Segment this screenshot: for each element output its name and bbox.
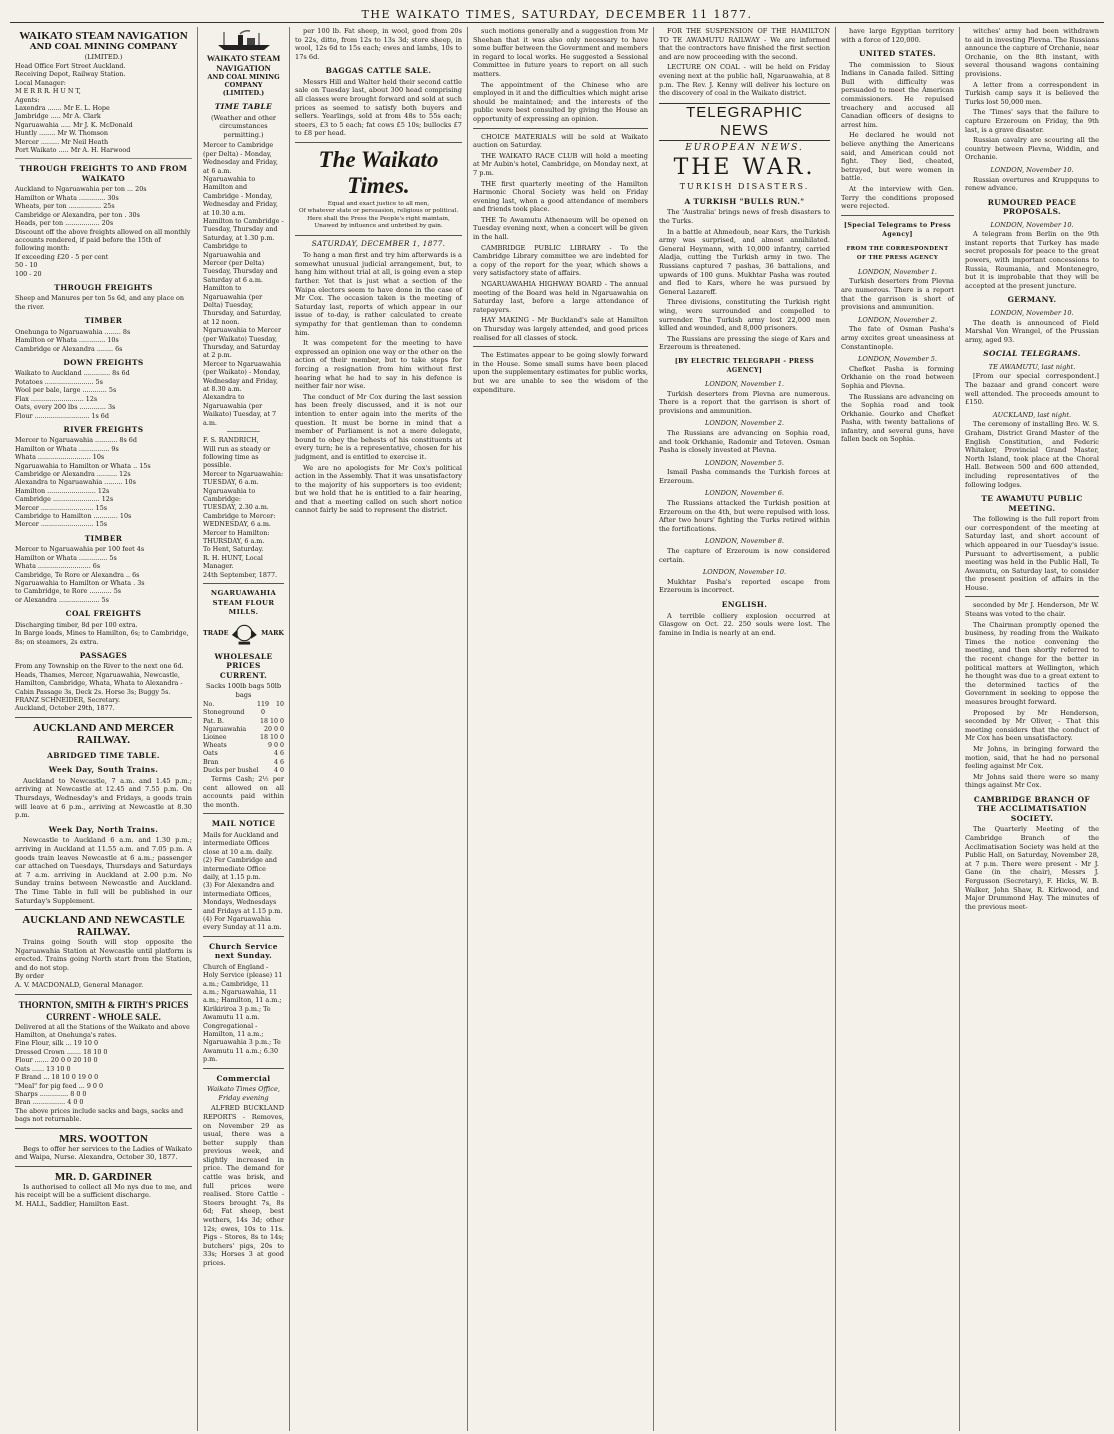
paragraph: Is authorised to collect all Mo nys due to me, and his receipt will be a sufficient discharge. M. HALL, Saddler, Hamilton East. <box>15 1182 192 1208</box>
paragraph: (Weather and other circumstances permitting.) <box>210 113 277 139</box>
ad-title: THORNTON, SMITH & FIRTH'S PRICES CURRENT - WHOLE SALE. <box>18 999 189 1022</box>
section-heading: [BY ELECTRIC TELEGRAPH - PRESS AGENCY] <box>674 357 815 375</box>
section-heading: UNITED STATES. <box>859 49 936 59</box>
dispatch-text: Russian overtures and Kruppquns to renew advance. <box>965 175 1099 193</box>
leader-paragraph: The conduct of Mr Cox during the last session has been freely discussed, and it is not our intention to enter again into the merits of the question. It must be borne in mind that a member of Parliament is not a mere delegate, bound to obey the behests of his constituents at every turn; he is a representative, chosen for his judgment, and is entitled to exercise it. <box>295 392 462 461</box>
leader-paragraph: We are no apologists for Mr Cox's political action in the Assembly. That it was unsatisfactory to the majority of his supporters is too evident; but we hold that he is entitled to a fair hearing, and that a meeting called on such short notice cannot fairly be said to represent the district. <box>295 463 462 515</box>
dispatch-dateline: LONDON, November 1. <box>704 379 785 388</box>
paragraph: The appointment of the Chinese who are employed in it and the difficulties which might arise should be maintained; and the interests of the public were best consulted by giving the House an opportunity of expressing an opinion. <box>473 80 648 123</box>
trade-mark-crest <box>203 621 284 647</box>
dispatch-text: The ceremony of installing Bro. W. S. Graham, District Grand Master of the English Constitution, and Federic Whitaker, Provincial Grand Master, North Island, took place at the Choral Hall. Between 500 and 600 attended, including representatives of the following lodges. <box>965 420 1099 489</box>
price-item-name: Bran <box>203 758 219 766</box>
dispatch-dateline: LONDON, November 2. <box>704 419 785 428</box>
divider <box>841 215 954 216</box>
section-heading: WHOLESALE PRICES CURRENT. <box>214 651 273 680</box>
section-heading: TE AWAMUTU PUBLIC MEETING. <box>981 494 1083 513</box>
divider <box>203 583 284 584</box>
section-heading: RUMOURED PEACE PROPOSALS. <box>987 197 1077 217</box>
section-heading: MAIL NOTICE <box>211 819 276 829</box>
paragraph: Waikato Times Office, Friday evening <box>207 1085 280 1102</box>
section-heading: ENGLISH. <box>721 600 768 609</box>
paragraph: At the interview with Gen. Terry the conditions proposed were rejected. <box>841 185 954 211</box>
section-heading: THROUGH FREIGHTS <box>54 282 153 292</box>
price-item-name: Wheats <box>203 742 227 750</box>
section-heading: COAL FREIGHTS <box>65 609 142 619</box>
european-news-heading: EUROPEAN NEWS. <box>685 142 804 153</box>
price-item-value: 4 6 <box>273 758 284 766</box>
dispatch-text: The capture of Erzeroum is now considered certain. <box>659 547 830 564</box>
section-heading: Church Service next Sunday. <box>209 941 278 961</box>
newspaper-banner: The Waikato Times. <box>318 147 439 199</box>
section-heading: GERMANY. <box>1007 295 1057 305</box>
crest-icon <box>228 621 261 647</box>
divider <box>203 936 284 937</box>
divider <box>227 431 259 432</box>
column-4 <box>468 27 654 1431</box>
section-heading: Week Day, South Trains. <box>48 765 159 775</box>
paragraph: Mr Johns, in bringing forward the motion, said, that he had no personal feeling against Mr Cox. <box>965 744 1099 771</box>
ad-body: Delivered at all the Stations of the Waikato and above Hamilton, at Onehunga's rates. Fine Flour, silk ... 19 10 0 Dressed Crown ....... 18 10 0 Flour ....... 20 0 0 20 10 0 Oats ...... 13 10 0 F Brand ... 18 10 0 19 0 0 "Meal" for pig feed ... 9 0 0 Sharps .............. 8 0 0 Bran ................ 4 0 0 The above prices include sacks and bags, sacks and bags not returnable. <box>15 1022 190 1124</box>
ad-title: AUCKLAND AND MERCER RAILWAY. <box>32 721 175 746</box>
section-heading: PASSAGES <box>79 650 128 660</box>
the-war-heading: THE WAR. <box>673 155 816 181</box>
ad-title: MR. D. GARDINER <box>54 1170 153 1183</box>
paragraph: Mr Johns said there were so many things against Mr Cox. <box>965 772 1099 790</box>
price-row <box>203 759 284 767</box>
dispatch-text: The Russians are advancing on the Sophia road and took Orkhanie. Gourko and Chefket Pasha, with twenty battalions of infantry, and several guns, have fallen back on Sophia. <box>841 392 954 444</box>
paragraph: The Quarterly Meeting of the Cambridge Branch of the Acclimatisation Society was held at the Public Hall, on Saturday, November 28, at 7 p.m. There were present - Mr J. Gane (in the chair), Messrs J. Fergusson (Secretary), F. Hicks, W. B. Walker, John Shaw, R. Kirkwood, and Major Drummond Hay. The minutes of the previous meet- <box>965 825 1099 911</box>
section-heading: NGARUAWAHIA STEAM FLOUR MILLS. <box>210 589 277 616</box>
mail-body: Mails for Auckland and intermediate Offices close at 10 a.m. daily. (2) Fer Cambridge and intermediate Office daily, at 1.15 p.m. (3) For Alexandra and intermediate Offices, Mondays, Wednesdays and Fridays at 1.15 p.m. (4) For Ngaruawahia every Sunday at 11 a.m. <box>203 830 283 932</box>
price-row <box>203 726 284 734</box>
price-row <box>203 767 284 775</box>
price-item-value: 9 0 0 <box>267 742 284 750</box>
news-item: Russian cavalry are scouring all the country between Plevna, Widdin, and Orchanie. <box>965 136 1099 162</box>
masthead: THE WAIKATO TIMES, SATURDAY, DECEMBER 11 1877. <box>10 8 1104 23</box>
through-body: Sheep and Manures per ton 5s 6d, and any place on the river. <box>15 294 184 311</box>
news-item: THE WAIKATO RACE CLUB will hold a meeting at Mr Aubin's hotel, Cambridge, on Monday next, at 7 p.m. <box>473 151 648 177</box>
dispatch-dateline: LONDON, November 10. <box>990 308 1074 317</box>
paragraph: have large Egyptian territory with a force of 120,000. <box>841 27 954 44</box>
divider <box>295 142 462 143</box>
price-row <box>203 734 284 742</box>
news-item: CHOICE MATERIALS will be sold at Waikato auction on Saturday. <box>473 132 648 150</box>
paragraph: LECTURE ON COAL - will be held on Friday evening next at the public hall, Ngaruawahia, at 8 p.m. The Rev. J. Kenny will deliver his lecture on the discovery of coal in the Waikato district. <box>659 63 830 98</box>
section-heading: DOWN FREIGHTS <box>63 357 144 367</box>
section-heading: BAGGAS CATTLE SALE. <box>325 66 432 76</box>
section-heading: TIMBER <box>84 533 123 543</box>
price-row <box>203 701 284 717</box>
turkish-disasters-heading: TURKISH DISASTERS. <box>679 182 810 192</box>
price-list <box>203 701 284 775</box>
section-heading: ABRIDGED TIME TABLE. <box>47 750 160 760</box>
divider <box>15 994 192 995</box>
paragraph: witches' army had been withdrawn to aid in investing Plevna. The Russians announce the capture of Orchanie, near Orchanie, on the 8th instant, with several thousand wagons containing provisions. <box>965 27 1099 78</box>
paragraph: A terrible colliery explosion occurred at Glasgow on Oct. 22. 250 souls were lost. The famine in India is nearly at an end. <box>659 611 830 637</box>
section-heading: TIME TABLE <box>214 102 273 111</box>
section-heading: [Special Telegrams to Press Agency] <box>844 221 951 239</box>
price-item-value: 18 10 0 <box>259 717 284 725</box>
dispatch-text: [From our special correspondent.] The bazaar and grand concert were well attended. The proceeds amount to £150. <box>965 372 1099 407</box>
price-item-value: 19 10 0 <box>260 701 284 717</box>
dispatch-dateline: LONDON, November 1. <box>857 267 938 276</box>
dispatch-dateline: LONDON, November 8. <box>704 537 785 546</box>
dispatch-text: Chefket Pasha is forming Orkhanie on the road between Sophia and Plevna. <box>841 364 954 390</box>
section-heading: SOCIAL TELEGRAMS. <box>983 349 1081 359</box>
dispatch-dateline: AUCKLAND, last night. <box>992 410 1072 419</box>
freights-body: Auckland to Ngaruawahia per ton ... 20s Hamilton or Whata ............. 30s Wheats, per ton ................ 25s Cambridge or Alexandra, per ton . 30s Heads, per ton ................. 20s Discount off the above freights allowed on all monthly accounts rendered, if paid before the 15th of following month: If exceeding £20 - 5 per cent 50 - 10 100 - 20 <box>15 185 191 278</box>
timber2-body: Mercer to Ngaruawahia per 100 feet 4s Hamilton or Whata .............. 5s Whata .......................... 6s Cambridge, Te Rore or Alexandra .. 6s Ngaruawahia to Hamilton or Whata . 3s to Cambridge, te Rore ........... 5s or Alexandra .................... 5s <box>15 545 145 604</box>
dispatch-text: The Russians are advancing on Sophia road, and took Orkhanie, Radomir and Teteven. Osman Pasha is closely invested at Plevna. <box>659 428 830 455</box>
column-2 <box>198 27 290 1431</box>
ad-title: WAIKATO STEAM NAVIGATION <box>206 53 281 73</box>
price-item-value: 18 10 0 <box>259 734 284 741</box>
timetable-body: Mercer to Cambridge (per Delta) - Monday, Wednesday and Friday, at 6 a.m. Ngaruawahia to Hamilton and Cambridge - Monday, Wednesday and Friday, at 10.30 a.m. Hamilton to Cambridge - Tuesday, Thursday and Saturday, at 1.30 p.m. Cambridge to Ngaruawahia and Mercer (per Delta) Tuesday, Thursday and Saturday at 6 a.m. Hamilton to Ngaruawahia (per Delta) Tuesday, Thursday, and Saturday, at 12 noon. Ngaruawahia to Mercer (per Waikato) Tuesday, Thursday, and Saturday at 2 p.m. Mercer to Ngaruawahia (per Waikato) - Monday, Wednesday and Friday, at 8.30 a.m. Alexandra to Ngaruawahia (per Waikato) Tuesday, at 7 a.m. <box>203 141 284 427</box>
paragraph: Proposed by Mr Henderson, seconded by Mr Oliver, - That this meeting considers that the conduct of Mr Cox has been unsatisfactory. <box>965 708 1099 743</box>
mark-label: MARK <box>261 629 284 638</box>
timetable-footer: F. S. RANDRICH, Will run as steady or following time as possible. Mercer to Ngaruawahia: TUESDAY, 6 a.m. Ngaruawahia to Cambridge: TUESDAY, 2.30 a.m. Cambridge to Mercer: WEDNESDAY, 6 a.m. Mercer to Hamilton: THURSDAY, 6 a.m. To Hent, Saturday. R. H. HUNT, Local Manager. 24th September, 1877. <box>203 436 284 579</box>
price-item-value: 20 0 0 <box>263 725 284 733</box>
paragraph: The Estimates appear to be going slowly forward in the House. Some small sums have been placed upon the supplementary estimates for public works, but we are unable to see the wisdom of the expenditure. <box>473 351 648 394</box>
coal-body: Discharging timber, 8d per 100 extra. In Barge loads, Mines to Hamilton, 6s; to Cambridge, 8s; on steamers, 2s extra. <box>15 620 189 646</box>
paragraph: Terms Cash; 2½ per cent allowed on all accounts paid within the month. <box>203 775 284 809</box>
leader-paragraph: It was competent for the meeting to have expressed an opinion one way or the other on the action of their member, but to take steps for forcing a resignation from him without first hearing what he had to say in his defence is neither fair nor wise. <box>295 339 462 391</box>
paragraph: The Russians are pressing the siege of Kars and Erzeroum is threatened. <box>659 334 830 352</box>
news-item: CAMBRIDGE PUBLIC LIBRARY - To the Cambridge Library committee we are indebted for a copy of the report for the year, which shows a very satisfactory state of affairs. <box>473 243 648 278</box>
paragraph: Newcastle to Auckland 6 a.m. and 1.30 p.m.; arriving in Auckland at 11.55 a.m. and 7.05 p.m. A goods train leaves Newcastle at 6 a.m.; passenger car attached on Tuesdays, Thursdays and Saturdays at 7 a.m. arriving in Auckland at 2.00 p.m. No Sunday trains between Newcastle and Auckland. The Time Table in full will be published in our Saturday's Supplement. <box>15 836 192 905</box>
divider <box>473 346 648 347</box>
issue-date: SATURDAY, DECEMBER 1, 1877. <box>311 238 446 248</box>
divider <box>295 235 462 236</box>
section-heading: A TURKISH "BULLS RUN." <box>684 196 805 206</box>
telegraphic-news-heading: TELEGRAPHIC NEWS <box>659 103 830 141</box>
dispatch-text: The fate of Osman Pasha's army excites great uneasiness at Constantinople. <box>841 325 954 351</box>
dispatch-dateline: LONDON, November 10. <box>990 220 1074 229</box>
section-heading: Commercial <box>216 1073 271 1083</box>
price-row <box>203 718 284 726</box>
passages-body: From any Township on the River to the next one 6d. Heads, Thames, Mercer, Ngaruawahia, Newcastle, Hamilton, Cambridge, Whata, Whata to Alexandra - Cabin Passage 3s, Deck 2s. Horse 3s; Buggy 5s. FRANZ SCHNEIDER, Secretary. Auckland, October 29th, 1877. <box>15 662 184 713</box>
paragraph: ALFRED BUCKLAND REPORTS - Removes, on November 29 as usual, there was a better supply than previous week, and slightly increased in price. The demand for cattle was brisk, and full prices were realised. Store Cattle - Steers brought 7s, 8s 6d; Fat sheep, best wethers, 14s 3d; other 12s; ewes, 10s to 11s. Pigs - Stores, 8s to 14s; butchers' pigs, 20s to 33s; Horses 3 at good prices. <box>203 1104 284 1268</box>
column-3 <box>290 27 468 1431</box>
divider <box>15 1166 192 1167</box>
price-item-name: Lioinee <box>203 734 227 741</box>
news-item: The 'Times' says that the failure to capture Erzeroum on Friday, the 9th last, is a grave disaster. <box>965 108 1099 134</box>
column-1 <box>10 27 198 1431</box>
motto: Equal and exact justice to all men, Of whatever state or persuasion, religious or political. Here shall the Press the People's right maintain, Unawed by influence and unbribed by gain. <box>298 201 459 230</box>
dispatch-dateline: LONDON, November 10. <box>702 568 787 577</box>
section-heading: RIVER FREIGHTS <box>63 424 144 434</box>
price-item-name: Ducks per bushel <box>203 766 259 774</box>
price-row <box>203 742 284 750</box>
column-6 <box>836 27 960 1431</box>
paragraph: such motions generally and a suggestion from Mr Sheehan that it was also only necessary to have some buffer between the Government and members in regard to local works. He suggested a Sessional Committee in future years to report on all such matters. <box>473 27 648 78</box>
paragraph: The commission to Sioux Indians in Canada failed. Sitting Bull with difficulty was persuaded to meet the American commissioners. He repulsed treachery and accused all Canadian officers of designs to arrest him. <box>841 60 954 129</box>
dispatch-text: The Russians attacked the Turkish position at Erzeroum on the 4th, but were repulsed with loss. After two hours' fighting the Turks retired within the fortifications. <box>659 499 830 533</box>
news-item: HAY MAKING - Mr Buckland's sale at Hamilton on Thursday was largely attended, and good prices realised for all classes of stock. <box>473 316 648 342</box>
paragraph: The Chairman promptly opened the business, by reading from the Waikato Times the notice convening the meeting, and then shortly referred to the recent change for the better in political matters at Wellington, which he thought was due to a great extent to the determined tactics of the Government in seeking to oppose the measures brought forward. <box>965 620 1099 706</box>
paragraph: In a battle at Ahmedoub, near Kars, the Turkish army was surprised, and almost annihilated. General Heymann, with 10,000 infantry, carried Aladja, cutting the Turkish army in two. The Russians captured 7 pashas, 36 battalions, and upwards of 100 guns. Mukhtar Pasha was routed and fled to Kars, where he was pursued by General Lazareff. <box>659 227 830 296</box>
news-item: THE first quarterly meeting of the Hamilton Harmonic Choral Society was held on Friday evening last, when a good attendance of members and friends took place. <box>473 179 648 214</box>
price-item-name: Pat. B. <box>203 717 224 725</box>
divider <box>15 717 192 718</box>
news-item: THE Te Awamutu Athenaeum will be opened on Tuesday evening next, when a concert will be given in the hall. <box>473 215 648 242</box>
dispatch-dateline: LONDON, November 2. <box>857 315 938 324</box>
news-item: A letter from a correspondent in Turkish camp says it is believed the Turks lost 50,000 men. <box>965 80 1099 106</box>
paragraph: seconded by Mr J. Henderson, Mr W. Steans was voted to the chair. <box>965 601 1099 619</box>
paragraph: Messrs Hill and Walter held their second cattle sale on Tuesday last, about 300 head comprising all classes were brought forward and sold at such prices as seemed to satisfy both buyers and sellers. Yearlings, sold at from 48s to 55s each; steers, £3 to 5 each; fat cows £5 10s; bullocks £7 to £8 per head. <box>295 77 462 138</box>
dispatch-dateline: LONDON, November 10. <box>990 165 1074 174</box>
divider <box>15 909 192 910</box>
ad-subtitle: AND COAL MINING COMPANY (LIMITED.) <box>207 73 280 97</box>
river-body: Mercer to Ngaruawahia ........... 8s 6d Hamilton or Whata ............... 9s Whata .......................... 10s Ngaruawahia to Hamilton or Whata .. 15s Cambridge or Alexandra .......... 12s Alexandra to Ngaruawahia ......... 10s Hamilton ........................ 12s Cambridge ....................... 12s Mercer .......................... 15s Cambridge to Hamilton ............ 10s Mercer .......................... 15s <box>15 436 151 529</box>
divider <box>473 128 648 129</box>
church-body: Church of England - Holy Service (please) 11 a.m.; Cambridge, 11 a.m.; Ngaruawahia, 11 a.m.; Hamilton, 11 a.m.; Kirikiriroa 3 p.m.; Te Awamutu 11 a.m. Congregational - Hamilton, 11 a.m.; Ngaruawahia 3 p.m.; Te Awamutu 11 a.m.; 6.30 p.m. <box>203 962 283 1064</box>
dispatch-text: Mukhtar Pasha's reported escape from Erzeroum is incorrect. <box>659 577 830 595</box>
ad-title: MRS. WOOTTON <box>59 1132 148 1145</box>
divider <box>203 1068 284 1069</box>
steamship-icon <box>203 29 284 51</box>
paragraph: Auckland to Newcastle, 7 a.m. and 1.45 p.m.; arriving at Newcastle at 12.45 and 7.55 p.m. On Thursdays, Wednesday's and Fridays, a goods train will leave at 6 p.m., arriving at Newcastle at 8.30 p.m. <box>15 776 192 820</box>
paragraph: The 'Australia' brings news of fresh disasters to the Turks. <box>659 208 830 226</box>
dispatch-text: A telegram from Berlin on the 9th instant reports that Turkey has made secret proposals for peace to the great powers, with important concessions to Russia, Roumania, and Montenegro, but it is improbable that they will be accepted at the present juncture. <box>965 230 1099 290</box>
dispatch-dateline: LONDON, November 5. <box>857 355 938 364</box>
paragraph: Sacks 100lb bags 50lb bags <box>205 682 282 699</box>
paragraph: The following is the full report from our correspondent of the meeting at Saturday last, and short account of which appeared in our Tuesday's issue. Pursuant to advertisement, a public meeting was held in the Public Hall, Te Awamutu, on Saturday last, to consider the present position of affairs in the House. <box>965 515 1099 592</box>
ad-subtitle: AND COAL MINING COMPANY <box>29 42 178 52</box>
paragraph: Begs to offer her services to the Ladies of Waikato and Waipa, Nurse. Alexandra, October 30, 1877. <box>15 1144 192 1162</box>
paragraph: Three divisions, constituting the Turkish right wing, were surrounded and compelled to surrender. The Turkish army lost 22,000 men killed and wounded, and 8,000 prisoners. <box>659 298 830 333</box>
section-heading: THROUGH FREIGHTS TO AND FROM WAIKATO <box>19 164 188 183</box>
trade-label: TRADE <box>203 629 229 638</box>
ad-steam-navigation <box>15 27 192 159</box>
news-item: NGARUAWAHIA HIGHWAY BOARD - The annual meeting of the Board was held in Ngaruawahia on Saturday last, before a large attendance of ratepayers. <box>473 280 648 314</box>
price-item-name: Oats <box>203 750 218 758</box>
ad-limited: (LIMITED.) <box>84 53 123 61</box>
section-heading: Week Day, North Trains. <box>48 824 159 834</box>
paragraph: Trains going South will stop opposite the Ngaruawahia Station at Newcastle until platform is erected. Trains going North start from the Station, and do not stop. By order A. V. MACDONALD, General Manager. <box>15 938 192 990</box>
dispatch-dateline: LONDON, November 6. <box>704 489 785 498</box>
paragraph: He declared he would not believe anything the Americans said, and American could not fight. They lied, cheated, betrayed, but were women in battle. <box>841 131 954 183</box>
down-body: Waikato to Auckland ............. 8s 6d Potatoes ........................ 5s Wool per bale, large ............ 5s Flax .......................... 12s Oats, every 200 lbs ............. 3s Flour ........................... 1s 6d <box>15 369 130 420</box>
dispatch-text: Turkish deserters from Plevna are numerous. There is a report that the garrison is short of provisions and ammunition. <box>659 389 830 415</box>
divider <box>15 1128 192 1129</box>
dispatch-text: Turkish deserters from Plevna are numerous. There is a report that the garrison is short of provisions and ammunition. <box>841 277 954 312</box>
leader-paragraph: To hang a man first and try him afterwards is a somewhat unusual judicial arrangement, but, to hang him without trial at all, is going even a step farther. Yet that is just what a section of the Waipa electors seem to have done in the case of Mr Cox. The occasion taken is the meeting of Saturday last, reports of which appear in our issue of to-day, is rather calculated to create sympathy for that gentleman than to condemn him. <box>295 251 462 337</box>
paragraph: FOR THE SUSPENSION OF THE HAMILTON TO TE AWAMUTU RAILWAY - We are informed that the contractors have finished the first section and are now proceeding with the second. <box>659 27 830 61</box>
dispatch-dateline: TE AWAMUTU, last night. <box>988 362 1076 371</box>
ad-title: WAIKATO STEAM NAVIGATION <box>19 30 188 42</box>
column-7 <box>960 27 1104 1431</box>
ad-title: AUCKLAND AND NEWCASTLE RAILWAY. <box>22 914 185 939</box>
dispatch-text: The death is announced of Field Marshal Von Wrangel, of the Prussian army, aged 93. <box>965 318 1099 344</box>
paragraph: per 100 lb. Fat sheep, in wool, good from 20s to 22s, ditto, from 12s to 13s 3d; store sheep, in wool, 12s 6d to 15s each; ewes and lambs, 10s to 17s 6d. <box>295 27 462 61</box>
section-heading: CAMBRIDGE BRANCH OF THE ACCLIMATISATION SOCIETY. <box>973 794 1091 823</box>
ad-body: Head Office Fort Street Auckland. Receiving Depot, Railway Station. Local Manager: M E R R R. H U N T, Agents: Laxendra ....... Mr E. L. Hope Jambridge ..... Mr A. Clark Ngaruawahia ..... Mr J. K. McDonald Huntly ........ Mr W. Thomson Mercer ......... Mr Neil Heath Port Waikato ..... Mr A. H. Harwood <box>15 62 133 155</box>
section-heading: FROM THE CORRESPONDENT OF THE PRESS AGENCY <box>846 245 949 262</box>
price-item-name: No. 1 Stoneground <box>203 701 261 717</box>
divider <box>203 813 284 814</box>
price-item-name: Ngaruawahia <box>203 725 247 733</box>
price-item-value: 4 6 <box>273 750 284 758</box>
column-5 <box>654 27 836 1431</box>
section-heading: TIMBER <box>84 316 123 326</box>
price-row <box>203 750 284 758</box>
divider <box>965 596 1099 597</box>
price-item-value: 4 0 <box>273 766 284 774</box>
dispatch-dateline: LONDON, November 5. <box>704 458 785 467</box>
column-grid <box>10 27 1104 1431</box>
timber-body: Onehunga to Ngaruawahia ........ 8s Hamilton or Whata ............. 10s Cambridge or Alexandra ........ 6s <box>15 327 131 353</box>
dispatch-text: Ismail Pasha commands the Turkish forces at Erzeroum. <box>659 468 830 485</box>
